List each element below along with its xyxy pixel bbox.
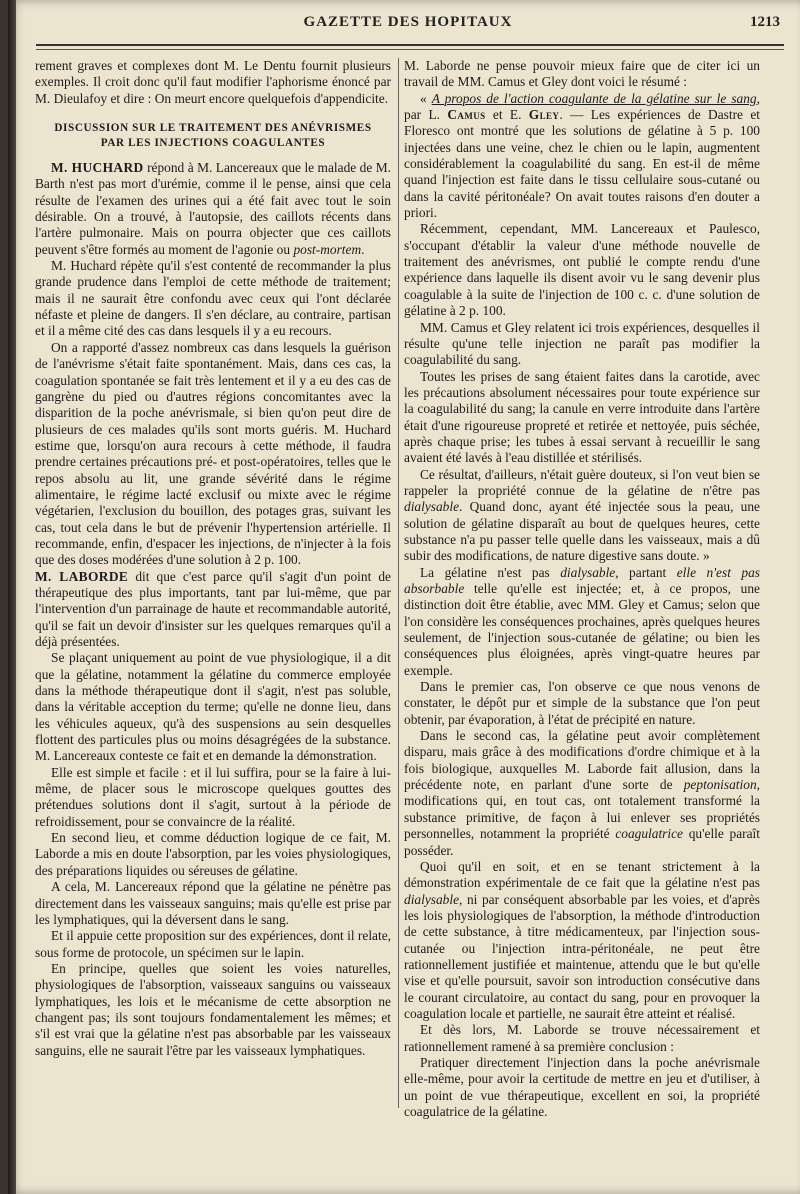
paragraph: Se plaçant uniquement au point de vue physiologique, il a dit que la gélatine, notamment la gélatine du commerce employée dans la méthode thérapeutique dont il s'agit, n'est pas soluble, dans la véritable acception du terme; qu'elle ne donne lieu, dans les véhicules aqueux, qu'à des suspensions au sein desquelles flottent des particules plus ou moins désagrégées de la substance. M. Lancereaux conteste ce fait et en demande la démonstration. bbox=[35, 650, 391, 764]
speaker-name: M. HUCHARD bbox=[51, 160, 144, 176]
header-rule-thin bbox=[36, 49, 784, 50]
italic-term: elle n'est pas absorbable bbox=[404, 564, 760, 596]
italic-term: coagulatrice bbox=[615, 826, 683, 842]
paragraph: Quoi qu'il en soit, et en se tenant strictement à la démonstration expérimentale de ce fait que la gélatine n'est pas dialysable, ni par conséquent absorbable par les voies, et d'après les lois physiologiques de l'absorption, la méthode d'introduction de cette substance, à titre médicamenteux, par l'injection sous-cutanée ou l'injection intra-péritonéale, ne peut être rationnellement justifiée et maintenue, attendu que le but qu'elle vise et qu'elle poursuit, savoir son introduction consécutive dans le courant circulatoire, au contact du sang, pour en provoquer la coagulation locale et partielle, ne saurait être atteint et réalisé. bbox=[404, 858, 760, 1021]
italic-term: dialysable bbox=[404, 891, 460, 907]
paragraph: A cela, M. Lancereaux répond que la gélatine ne pénètre pas directement dans les vaisseaux sanguins; mais qu'elle est prise par les lymphatiques, qui la déversent dans le sang. bbox=[35, 879, 391, 927]
author-name: Camus bbox=[447, 107, 486, 123]
paragraph: On a rapporté d'assez nombreux cas dans lesquels la guérison de l'anévrisme s'était faite spontanément. Mais, dans ces cas, la coagulation spontanée se fait très lentement et il y a eu des cas de gangrène du pied ou d'autres régions concomitantes avec la disparition de la poche anévrismale, si bien qu'on peut dire de plusieurs de ces malades qu'ils sont morts guéris. M. Huchard estime que, lorsqu'on aura recours à cette méthode, il faudra prendre certaines précautions pré- et post-opératoires, telles que le repos absolu au lit, une grande sévérité dans le régime alimentaire, le régime lacté exclusif ou mixte avec le régime végétarien, l'exclusion du bouillon, des potages gras, suivant les cas, tout cela dans le but de prévenir l'hypertension artérielle. Il recommande, enfin, d'espacer les injections, de n'injecter à la fois que des doses modérées d'une solution à 2 p. 100. bbox=[35, 339, 391, 568]
header-rule bbox=[36, 44, 784, 46]
paragraph: Toutes les prises de sang étaient faites dans la carotide, avec les précautions absolument nécessaires pour toute expérience sur la coagulabilité du sang; la canule en verre introduite dans l'artère était d'une rigoureuse propreté et retirée et nettoyée, puis séchée, après chaque prise; les tubes à essai servant à recueillir le sang avaient été lavés à l'eau distillée et stérilisés. bbox=[404, 368, 760, 466]
paragraph: M. LABORDE dit que c'est parce qu'il s'agit d'un point de thérapeutique des plus importants, tant par lui-même, que par l'intervention d'un parrainage de haute et recommandable autorité, qu'il se fait un devoir d'insister sur les quelques remarques qu'il a déjà présentées. bbox=[35, 568, 391, 649]
binding-shadow bbox=[8, 0, 16, 1194]
section-heading-line-1: DISCUSSION SUR LE TRAITEMENT DES ANÉVRISMES bbox=[54, 122, 372, 135]
section-heading-line-2: PAR LES INJECTIONS COAGULANTES bbox=[100, 137, 326, 150]
left-column bbox=[35, 58, 391, 1059]
author-name: Gley bbox=[528, 107, 560, 123]
column-divider bbox=[398, 58, 399, 1108]
paragraph: Elle est simple et facile : et il lui suffira, pour se la faire à lui-même, de placer sous le microscope quelques gouttes des prétendues solutions dont il s'agit, surtout à la période de refroidissement, pour se convaincre de la réalité. bbox=[35, 764, 391, 829]
right-column bbox=[404, 58, 760, 1120]
paragraph: Récemment, cependant, MM. Lancereaux et Paulesco, s'occupant d'établir la valeur d'une méthode nouvelle de traitement des anévrismes, ont publié le compte rendu d'une expérience dans laquelle ils disent avoir vu le sang devenir plus coagulable à la suite de l'injection de 100 c. c. d'une solution de gélatine à 2 p. 100. bbox=[404, 221, 760, 319]
paragraph: Dans le premier cas, l'on observe ce que nous venons de constater, le dépôt pur et simple de la substance que l'on peut obtenir, par évaporation, à l'état de précipité en nature. bbox=[404, 679, 760, 727]
paragraph: Et il appuie cette proposition sur des expériences, dont il relate, sous forme de protocole, un spécimen sur le lapin. bbox=[35, 928, 391, 960]
paragraph: M. Huchard répète qu'il s'est contenté de recommander la plus grande prudence dans l'emploi de cette méthode de traitement; mais il ne saurait être confondu avec ceux qui l'ont déclarée néfaste et pleine de dangers. Il s'en déclare, au contraire, partisan et il a même cité des cas dans lesquels il y a eu recours. bbox=[35, 258, 391, 339]
paragraph: En principe, quelles que soient les voies naturelles, physiologiques de l'absorption, vaisseaux sanguins ou vaisseaux lymphatiques, les lois et le mécanisme de cette absorption ne changent pas; ils sont toujours fondamentalement les mêmes; et s'il est vrai que la gélatine n'est pas absorbable par les vaisseaux sanguins, elle ne saurait l'être par les vaisseaux lymphatiques. bbox=[35, 960, 391, 1058]
paragraph: M. Laborde ne pense pouvoir mieux faire que de citer ici un travail de MM. Camus et Gley dont voici le résumé : bbox=[404, 58, 760, 90]
section-heading bbox=[35, 121, 391, 151]
newspaper-page bbox=[8, 0, 800, 1194]
page-number: 1213 bbox=[750, 14, 780, 30]
paragraph: M. HUCHARD répond à M. Lancereaux que le malade de M. Barth n'est pas mort d'urémie, comme il le pense, ainsi que cela résulte de l'examen des urines qui a été fait avec tout le soin désirable. On a trouvé, à l'autopsie, des caillots récents dans l'artère pulmonaire. Mais on pourra objecter que ces caillots peuvent s'être formés au moment de l'agonie ou post-mortem. bbox=[35, 160, 391, 257]
italic-term: peptonisation bbox=[683, 777, 757, 793]
paragraph: Ce résultat, d'ailleurs, n'était guère douteux, si l'on veut bien se rappeler la propriété connue de la gélatine de n'être pas dialysable. Quand donc, ayant été injectée sous la peau, une solution de gélatine disparaît au bout de quelques heures, cette substance n'a pu passer telle quelle dans les vaisseaux, mais a dû subir des modifications, de nature digestive sans doute. » bbox=[404, 466, 760, 564]
paragraph: « A propos de l'action coagulante de la gélatine sur le sang, par L. Camus et E. Gley. — Les expériences de Dastre et Floresco ont montré que les solutions de gélatine à 5 p. 100 injectées dans une veine, chez le chien ou le lapin, augmentent considérablement la coagulabilité du sang. En est-il de même quand l'injection est faite dans le tissu cellulaire sous-cutané ou dans la cavité péritonéale? On avait toutes raisons d'en douter a priori. bbox=[404, 90, 760, 221]
speaker-name: M. LABORDE bbox=[35, 568, 129, 584]
paragraph: Pratiquer directement l'injection dans la poche anévrismale elle-même, pour avoir la certitude de mettre en jeu et d'utiliser, à un point de vue thérapeutique, excellent en soi, la propriété coagulatrice de la gélatine. bbox=[404, 1054, 760, 1119]
paragraph: Et dès lors, M. Laborde se trouve nécessairement et rationnellement ramené à sa première conclusion : bbox=[404, 1022, 760, 1054]
italic-term: dialysable bbox=[404, 499, 460, 515]
paragraph: MM. Camus et Gley relatent ici trois expériences, desquelles il résulte qu'une telle injection ne paraît pas modifier la coagulabilité du sang. bbox=[404, 319, 760, 368]
paragraph: En second lieu, et comme déduction logique de ce fait, M. Laborde a mis en doute l'absorption, par les voies physiologiques, des préparations liquides ou séreuses de gélatine. bbox=[35, 830, 391, 878]
running-title: GAZETTE DES HOPITAUX bbox=[303, 14, 513, 30]
cited-title: A propos de l'action coagulante de la gélatine sur le sang bbox=[431, 90, 757, 106]
paragraph: rement graves et complexes dont M. Le Dentu fournit plusieurs exemples. Il croit donc qu'il faut modifier l'aphorisme énoncé par M. Dieulafoy et dire : On meurt encore quelquefois d'appendicite. bbox=[35, 58, 391, 106]
italic-term: post-mortem bbox=[293, 241, 362, 257]
paragraph: Dans le second cas, la gélatine peut avoir complètement disparu, mais grâce à des modifications d'ordre chimique et à la fois biologique, auxquelles M. Laborde fait allusion, dans la précédente note, en parlant d'une sorte de peptonisation, modifications qui, en tout cas, ont totalement transformé la substance primitive, de façon à lui enlever ses propriétés personnelles, notamment la propriété coagulatrice qu'elle paraît posséder. bbox=[404, 728, 761, 858]
paragraph: La gélatine n'est pas dialysable, partant elle n'est pas absorbable telle qu'elle est injectée; et, à ce propos, une distinction doit être établie, avec MM. Gley et Camus; selon que l'on considère les conséquences prochaines, après quelques heures seulement, de l'injection sous-cutanée de gélatine; ou bien les conséquences plus éloignées, après vingt-quatre heures par exemple. bbox=[404, 564, 760, 678]
italic-term: dialysable bbox=[560, 564, 616, 580]
